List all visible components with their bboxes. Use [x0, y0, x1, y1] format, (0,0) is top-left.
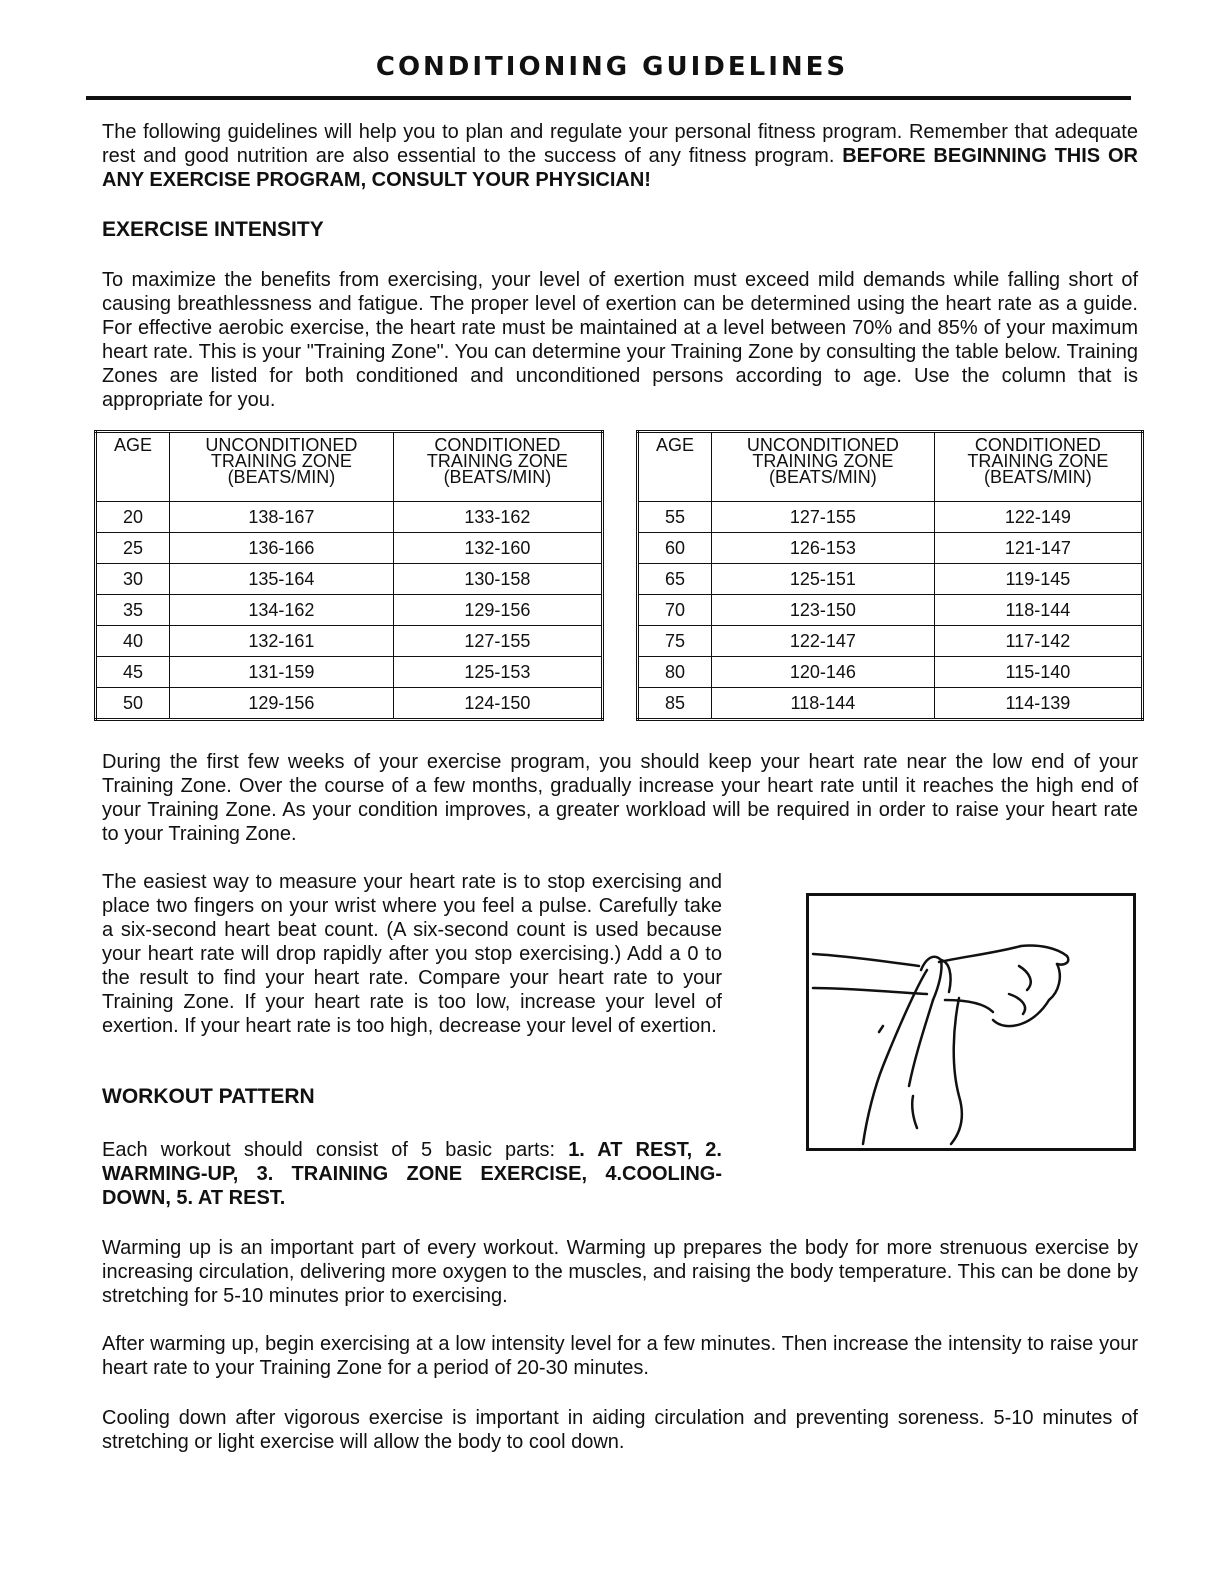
age-cell: 45: [96, 657, 170, 688]
unconditioned-cell: 123-150: [712, 595, 935, 626]
age-cell: 25: [96, 533, 170, 564]
table-header-row: [638, 432, 1143, 502]
table-row: [96, 533, 603, 564]
conditioned-cell: 117-142: [934, 626, 1142, 657]
conditioned-cell: 124-150: [393, 688, 602, 720]
workout-pattern-parts: 1. AT REST, 2. WARMING-UP, 3. TRAINING ZONE EXERCISE, 4.COOLING-DOWN, 5. AT REST.: [102, 1139, 722, 1209]
conditioned-cell: 115-140: [934, 657, 1142, 688]
table-row: [638, 688, 1143, 720]
conditioned-cell: 125-153: [393, 657, 602, 688]
conditioned-cell: 133-162: [393, 502, 602, 533]
table-row: [638, 595, 1143, 626]
table-row: [96, 502, 603, 533]
age-header: AGE: [96, 432, 170, 502]
after-warming-paragraph: After warming up, begin exercising at a low intensity level for a few minutes. Then increase the intensity to raise your heart rate to your Training Zone for a period of 20-30 minutes.: [102, 1333, 1138, 1379]
table-row: [96, 626, 603, 657]
age-cell: 50: [96, 688, 170, 720]
age-cell: 85: [638, 688, 712, 720]
intro-paragraph: [102, 120, 1138, 192]
conditioned-cell: 127-155: [393, 626, 602, 657]
conditioned-header: CONDITIONED TRAINING ZONE (BEATS/MIN): [393, 432, 602, 502]
age-cell: 55: [638, 502, 712, 533]
intro-text: The following guidelines will help you to plan and regulate your personal fitness program. Remember that adequate rest and good nutrition are also essential to the success of any fitness program.: [102, 121, 1138, 167]
unconditioned-header: UNCONDITIONED TRAINING ZONE (BEATS/MIN): [712, 432, 935, 502]
table-row: [638, 626, 1143, 657]
unconditioned-cell: 126-153: [712, 533, 935, 564]
table-row: [96, 657, 603, 688]
table-row: [638, 564, 1143, 595]
age-header: AGE: [638, 432, 712, 502]
workout-pattern-paragraph: [102, 1138, 722, 1210]
training-zone-table-right: [636, 430, 1144, 721]
unconditioned-cell: 122-147: [712, 626, 935, 657]
unconditioned-cell: 129-156: [170, 688, 394, 720]
pulse-check-illustration: [806, 893, 1136, 1151]
table-header-row: [96, 432, 603, 502]
age-cell: 75: [638, 626, 712, 657]
age-cell: 35: [96, 595, 170, 626]
workout-pattern-text: Each workout should consist of 5 basic parts:: [102, 1139, 569, 1161]
age-cell: 40: [96, 626, 170, 657]
measure-heart-rate-paragraph: The easiest way to measure your heart rate is to stop exercising and place two fingers on your wrist where you feel a pulse. Carefully take a six-second heart beat count. (A six-second count is used because your heart rate will drop rapidly after you stop exercising.) Add a 0 to the result to find your heart rate. Compare your heart rate to your Training Zone. If your heart rate is too low, increase your level of exertion. If your heart rate is too high, decrease your level of exertion.: [102, 871, 722, 1037]
table-row: [96, 595, 603, 626]
unconditioned-cell: 118-144: [712, 688, 935, 720]
age-cell: 30: [96, 564, 170, 595]
wrist-pulse-icon: [809, 896, 1133, 1148]
unconditioned-cell: 136-166: [170, 533, 394, 564]
table-row: [96, 564, 603, 595]
title-rule: [86, 96, 1131, 100]
unconditioned-cell: 138-167: [170, 502, 394, 533]
conditioned-cell: 129-156: [393, 595, 602, 626]
conditioned-cell: 119-145: [934, 564, 1142, 595]
cooling-down-paragraph: Cooling down after vigorous exercise is important in aiding circulation and preventing soreness. 5-10 minutes of stretching or light exercise will allow the body to cool down.: [102, 1407, 1138, 1453]
conditioned-cell: 130-158: [393, 564, 602, 595]
conditioned-cell: 122-149: [934, 502, 1142, 533]
table-row: [638, 533, 1143, 564]
table-row: [638, 657, 1143, 688]
age-cell: 80: [638, 657, 712, 688]
age-cell: 70: [638, 595, 712, 626]
age-cell: 60: [638, 533, 712, 564]
training-zone-table-left: [94, 430, 604, 721]
unconditioned-cell: 131-159: [170, 657, 394, 688]
exercise-intensity-heading: EXERCISE INTENSITY: [102, 218, 324, 241]
conditioned-cell: 118-144: [934, 595, 1142, 626]
age-cell: 65: [638, 564, 712, 595]
page-title: CONDITIONING GUIDELINES: [375, 52, 849, 82]
unconditioned-cell: 135-164: [170, 564, 394, 595]
table-row: [638, 502, 1143, 533]
unconditioned-cell: 120-146: [712, 657, 935, 688]
conditioned-cell: 121-147: [934, 533, 1142, 564]
unconditioned-cell: 125-151: [712, 564, 935, 595]
conditioned-cell: 114-139: [934, 688, 1142, 720]
first-weeks-paragraph: During the first few weeks of your exercise program, you should keep your heart rate near the low end of your Training Zone. Over the course of a few months, gradually increase your heart rate until it reaches the high end of your Training Zone. As your condition improves, a greater workload will be required in order to raise your heart rate to your Training Zone.: [102, 751, 1138, 845]
unconditioned-header: UNCONDITIONED TRAINING ZONE (BEATS/MIN): [170, 432, 394, 502]
warming-up-paragraph: Warming up is an important part of every workout. Warming up prepares the body for more strenuous exercise by increasing circulation, delivering more oxygen to the muscles, and raising the body temperature. This can be done by stretching for 5-10 minutes prior to exercising.: [102, 1237, 1138, 1307]
conditioned-cell: 132-160: [393, 533, 602, 564]
exercise-intensity-paragraph: To maximize the benefits from exercising, your level of exertion must exceed mild demands while falling short of causing breathlessness and fatigue. The proper level of exertion can be determined using the heart rate as a guide. For effective aerobic exercise, the heart rate must be maintained at a level between 70% and 85% of your maximum heart rate. This is your "Training Zone". You can determine your Training Zone by consulting the table below. Training Zones are listed for both conditioned and unconditioned persons according to age. Use the column that is appropriate for you.: [102, 269, 1138, 411]
workout-pattern-heading: WORKOUT PATTERN: [102, 1085, 315, 1108]
unconditioned-cell: 127-155: [712, 502, 935, 533]
unconditioned-cell: 132-161: [170, 626, 394, 657]
unconditioned-cell: 134-162: [170, 595, 394, 626]
conditioned-header: CONDITIONED TRAINING ZONE (BEATS/MIN): [934, 432, 1142, 502]
table-row: [96, 688, 603, 720]
intro-warning: BEFORE BEGINNING THIS OR ANY EXERCISE PROGRAM, CONSULT YOUR PHYSICIAN!: [102, 145, 1138, 191]
age-cell: 20: [96, 502, 170, 533]
